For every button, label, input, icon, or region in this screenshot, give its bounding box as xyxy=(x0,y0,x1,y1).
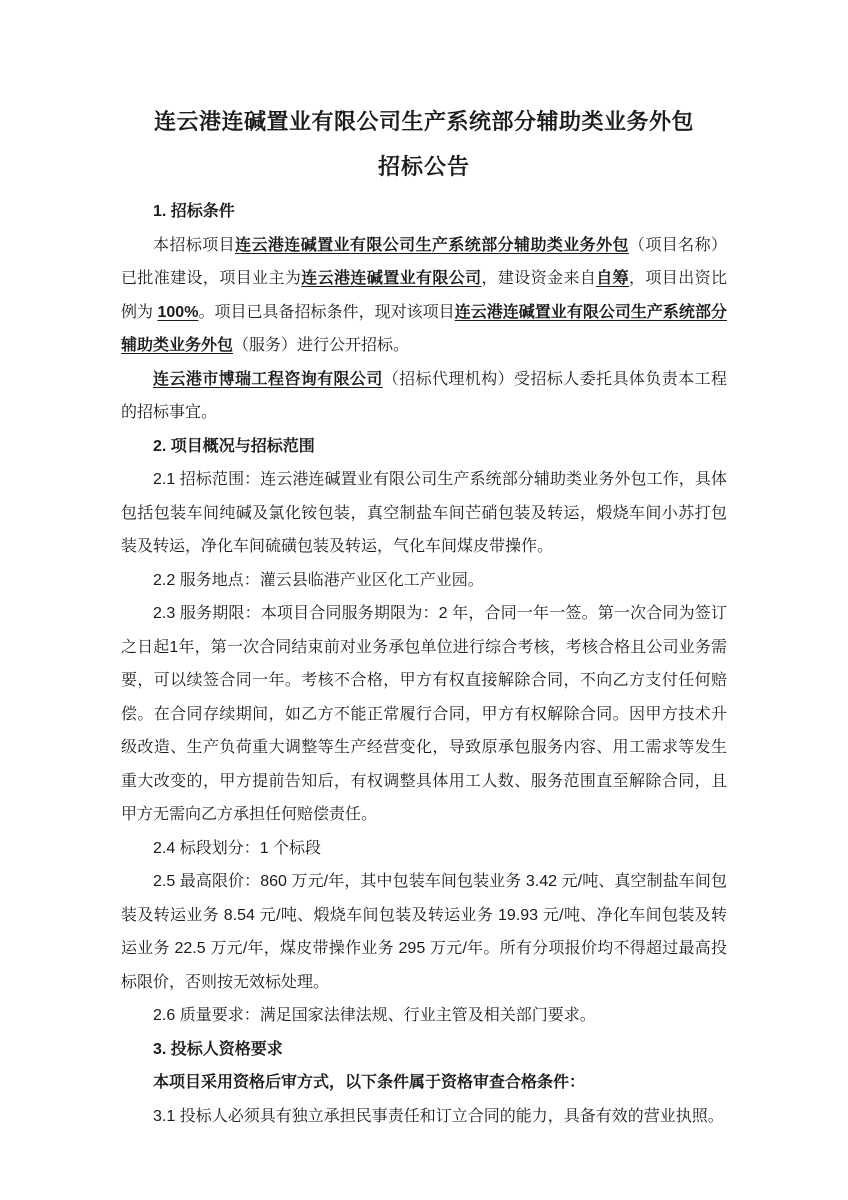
para-qualification-review-note xyxy=(121,1066,727,1100)
para-tender-conditions xyxy=(121,229,727,363)
doc-body xyxy=(121,195,727,1133)
text-run: 2.3 服务期限：本项目合同服务期限为：2 年，合同一年一签。第一次合同为签订之日起1年，第一次合同结束前对业务承包单位进行综合考核，考核合格且公司业务需要，可以续签合同一年。考核不合格，甲方有权直接解除合同，不向乙方支付任何赔偿。在合同存续期间，如乙方不能正常履行合同，甲方有权解除合同。因甲方技术升级改造、生产负荷重大调整等生产经营变化，导致原承包服务内容、用工需求等发生重大改变的，甲方提前告知后，有权调整具体用工人数、服务范围直至解除合同，且甲方无需向乙方承担任何赔偿责任。 xyxy=(121,605,727,823)
text-run: 3.1 投标人必须具有独立承担民事责任和订立合同的能力，具备有效的营业执照。 xyxy=(153,1107,724,1125)
heading-1-tender-conditions xyxy=(121,195,727,229)
text-run: 。项目已具备招标条件，现对该项目 xyxy=(198,303,455,321)
text-run: 2.4 标段划分：1 个标段 xyxy=(153,839,322,857)
text-run: 3. 投标人资格要求 xyxy=(153,1040,283,1058)
doc-subtitle: 招标公告 xyxy=(377,154,470,179)
heading-3-bidder-qualification xyxy=(121,1033,727,1067)
text-run: 1. 招标条件 xyxy=(153,203,235,220)
emphasis-underlined-text: 连云港连碱置业有限公司生产系统部分辅助类业务外包 xyxy=(121,303,727,354)
text-run: 2.1 招标范围：连云港连碱置业有限公司生产系统部分辅助类业务外包工作，具体包括包装车间纯碱及氯化铵包装，真空制盐车间芒硝包装及转运，煅烧车间小苏打包装及转运，净化车间硫磺包装及转运，气化车间煤皮带操作。 xyxy=(121,471,727,555)
emphasis-underlined-text: 自筹 xyxy=(596,270,630,287)
para-tender-agency xyxy=(121,363,727,430)
text-run: 本项目采用资格后审方式，以下条件属于资格审查合格条件： xyxy=(153,1074,586,1091)
text-run: （项目名称）已批准建设，项目业主为 xyxy=(121,236,727,287)
para-2-1-scope xyxy=(121,463,727,564)
para-2-6-quality xyxy=(121,999,727,1033)
emphasis-underlined-text: 100% xyxy=(157,303,199,321)
text-run: （招标代理机构）受招标人委托具体负责本工程的招标事宜。 xyxy=(121,370,727,421)
para-2-2-location xyxy=(121,564,727,598)
text-run: 本招标项目 xyxy=(153,236,236,254)
para-2-4-sections xyxy=(121,832,727,866)
text-run: ，建设资金来自 xyxy=(481,270,597,287)
para-2-3-term xyxy=(121,597,727,832)
heading-2-project-overview xyxy=(121,430,727,464)
text-run: 2.6 质量要求：满足国家法律法规、行业主管及相关部门要求。 xyxy=(153,1007,596,1024)
text-run: ，项目出资比例为 xyxy=(121,270,727,321)
para-2-5-price-limit xyxy=(121,865,727,999)
para-3-1-legal-capacity xyxy=(121,1100,727,1134)
text-run: 2. 项目概况与招标范围 xyxy=(153,437,315,455)
text-run: 2.2 服务地点：灌云县临港产业区化工产业园。 xyxy=(153,571,484,589)
emphasis-underlined-text: 连云港连碱置业有限公司生产系统部分辅助类业务外包 xyxy=(235,236,629,254)
text-run: （服务）进行公开招标。 xyxy=(233,337,410,354)
emphasis-underlined-text: 连云港市博瑞工程咨询有限公司 xyxy=(153,370,383,388)
doc-title: 连云港连碱置业有限公司生产系统部分辅助类业务外包 xyxy=(153,109,694,134)
text-run: 2.5 最高限价：860 万元/年，其中包装车间包装业务 3.42 元/吨、真空制盐车间包装及转运业务 8.54 元/吨、煅烧车间包装及转运业务 19.93 元/吨、净化车间包装及转运业务 22.5 万元/年，煤皮带操作业务 295 万元/年。所有分项报价均不得超过最高投标限价，否则按无效标处理。 xyxy=(121,873,727,991)
emphasis-underlined-text: 连云港连碱置业有限公司 xyxy=(301,270,482,287)
